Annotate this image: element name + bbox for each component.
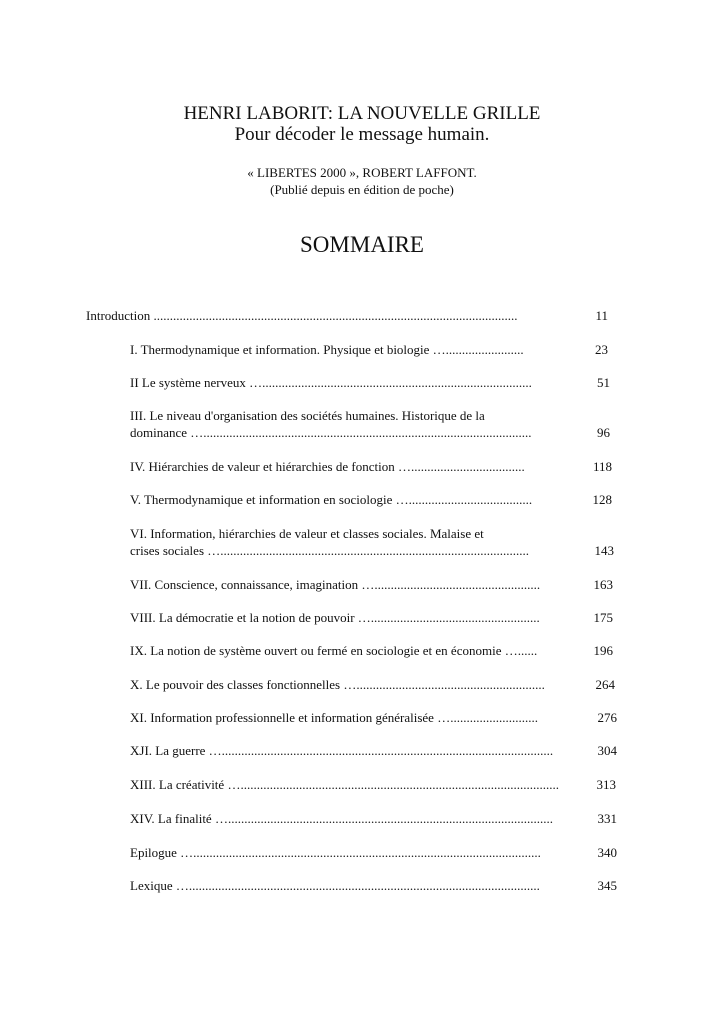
toc-entry-text: Introduction ................................................................................................................ — [86, 308, 518, 323]
toc-entry-text-line1: VI. Information, hiérarchies de valeur et classes sociales. Malaise et — [130, 526, 484, 541]
toc-entry-page: 340 — [597, 845, 617, 860]
publisher-line: « LIBERTES 2000 », ROBERT LAFFONT. — [247, 165, 477, 180]
toc-entry-page: 51 — [597, 375, 610, 390]
toc-entry-page: 143 — [594, 543, 614, 558]
toc-entry-text: X. Le pouvoir des classes fonctionnelles ….......................................................... — [130, 677, 545, 692]
toc-entry-text: dominance …..................................................................................................... — [130, 425, 532, 440]
toc-entry-page: 23 — [595, 342, 608, 357]
toc-entry-text: IV. Hiérarchies de valeur et hiérarchies de fonction …................................... — [130, 459, 525, 474]
toc-entry-text: XIII. La créativité ….................................................................................................. — [130, 777, 559, 792]
toc-entry-text: Epilogue …........................................................................................................... — [130, 845, 541, 860]
toc-entry-text: XI. Information professionnelle et information généralisée …........................... — [130, 710, 538, 725]
toc-entry-page: 128 — [592, 492, 612, 507]
toc-entry-page: 175 — [593, 610, 613, 625]
toc-entry-page: 345 — [597, 878, 617, 893]
toc-entry-text: VII. Conscience, connaissance, imagination …................................................... — [130, 577, 541, 592]
toc-entry-page: 331 — [597, 811, 617, 826]
toc-entry-page: 276 — [597, 710, 617, 725]
toc-entry-page: 11 — [595, 308, 608, 323]
toc-entry-page: 264 — [595, 677, 615, 692]
toc-entry-page: 118 — [592, 459, 612, 474]
toc-entry-text: VIII. La démocratie et la notion de pouvoir ….................................................... — [130, 610, 540, 625]
toc-entry-text: I. Thermodynamique et information. Physique et biologie …........................ — [130, 342, 524, 357]
toc-entry-page: 313 — [596, 777, 616, 792]
toc-entry-page: 96 — [597, 425, 610, 440]
toc-heading: SOMMAIRE — [300, 232, 424, 257]
toc-entry-text: II Le système nerveux …................................................................................... — [130, 375, 532, 390]
toc-entry-text: crises sociales …............................................................................................... — [130, 543, 530, 558]
toc-entry-text-line1: III. Le niveau d'organisation des sociétés humaines. Historique de la — [130, 408, 485, 423]
edition-note: (Publié depuis en édition de poche) — [270, 182, 454, 197]
toc-entry-page: 163 — [593, 577, 613, 592]
toc-entry-text: XJI. La guerre …...................................................................................................... — [130, 743, 554, 758]
toc-entry-page: 196 — [593, 643, 613, 658]
book-title: HENRI LABORIT: LA NOUVELLE GRILLE — [183, 103, 541, 124]
toc-entry-text: XIV. La finalité ….................................................................................................... — [130, 811, 553, 826]
toc-entry-text: Lexique …............................................................................................................ — [130, 878, 540, 893]
toc-entry-text: V. Thermodynamique et information en sociologie …...................................... — [130, 492, 533, 507]
toc-entry-text: IX. La notion de système ouvert ou fermé en sociologie et en économie …...... — [130, 643, 538, 658]
book-subtitle: Pour décoder le message humain. — [234, 124, 490, 145]
toc-entry-page: 304 — [597, 743, 617, 758]
